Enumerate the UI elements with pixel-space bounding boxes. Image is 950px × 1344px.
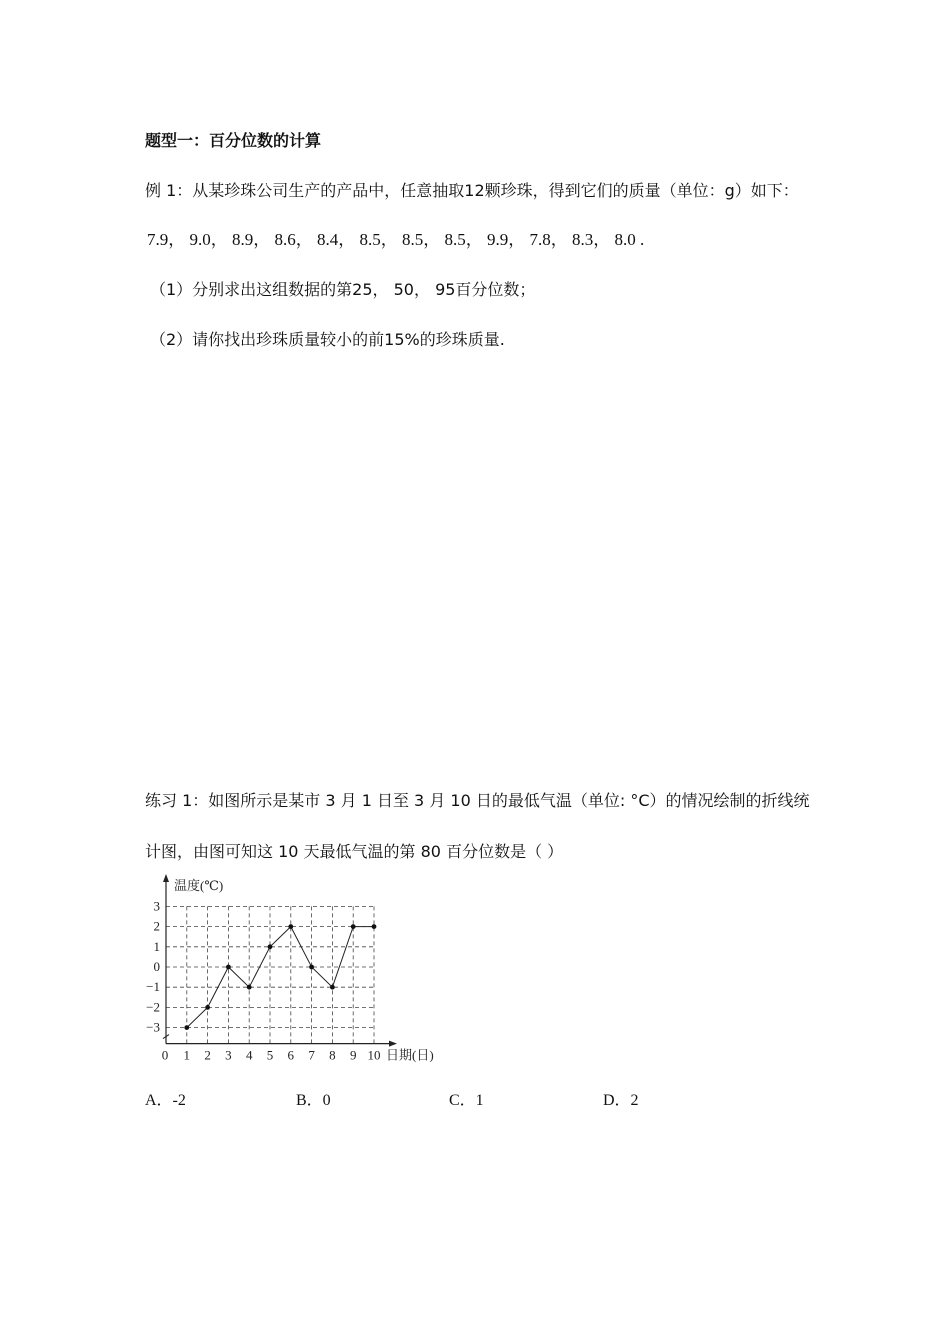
x-axis-arrow: [389, 1041, 397, 1047]
y-tick-label: 2: [153, 918, 160, 934]
data-point: [330, 985, 335, 990]
data-point: [351, 924, 356, 929]
chart-grid: [166, 906, 374, 1043]
x-tick-label: 4: [245, 1047, 253, 1063]
y-tick-label: 1: [153, 938, 160, 954]
y-axis-arrow: [163, 874, 169, 882]
chart-axes: [163, 874, 397, 1047]
series-line: [187, 927, 374, 1028]
question-1: （1）分别求出这组数据的第25， 50， 95百分位数；: [150, 280, 536, 299]
x-tick-label: 8: [329, 1047, 336, 1063]
x-tick-label: 6: [287, 1047, 295, 1063]
x-tick-label: 5: [266, 1047, 274, 1063]
y-tick-label: −1: [146, 979, 160, 995]
x-tick-label: 2: [204, 1047, 211, 1063]
data-point: [247, 985, 252, 990]
data-point: [268, 944, 273, 949]
y-axis-label: 温度(℃): [174, 878, 224, 893]
question-2: （2）请你找出珍珠质量较小的前15%的珍珠质量.: [150, 330, 505, 349]
option-b[interactable]: B．0: [296, 1092, 331, 1109]
option-c[interactable]: C．1: [449, 1092, 484, 1109]
example-data-line: 7.9， 9.0， 8.9， 8.6， 8.4， 8.5， 8.5， 8.5， 9.9， 7.8， 8.3， 8.0 .: [147, 230, 645, 249]
x-tick-label: 0: [161, 1047, 169, 1063]
x-tick-label: 1: [183, 1047, 191, 1063]
x-tick-label: 3: [225, 1047, 232, 1063]
data-point: [226, 965, 231, 970]
y-tick-label: −2: [146, 999, 160, 1015]
x-axis-label: 日期(日): [386, 1047, 434, 1063]
data-point: [184, 1025, 189, 1030]
y-tick-label: −3: [146, 1019, 160, 1035]
x-tick-label: 9: [349, 1047, 357, 1063]
y-tick-label: 0: [153, 959, 160, 974]
x-tick-label: 10: [367, 1047, 381, 1063]
y-tick-label: 3: [153, 898, 160, 914]
option-d[interactable]: D．2: [603, 1092, 639, 1109]
data-point: [205, 1005, 210, 1010]
temperature-line-chart: [140, 872, 460, 1072]
data-point: [372, 924, 377, 929]
data-point: [288, 924, 293, 929]
option-a[interactable]: A．-2: [145, 1092, 186, 1109]
x-tick-label: 7: [308, 1047, 315, 1063]
example-intro: 例 1：从某珍珠公司生产的产品中，任意抽取12颗珍珠，得到它们的质量（单位：g）如下：: [145, 181, 799, 200]
exercise-line-1: 练习 1：如图所示是某市 3 月 1 日至 3 月 10 日的最低气温（单位: °C）的情况绘制的折线统: [145, 791, 810, 810]
exercise-line-2: 计图，由图可知这 10 天最低气温的第 80 百分位数是（ ）: [145, 842, 564, 861]
data-point: [309, 965, 314, 970]
section-title: 题型一：百分位数的计算: [145, 131, 322, 150]
